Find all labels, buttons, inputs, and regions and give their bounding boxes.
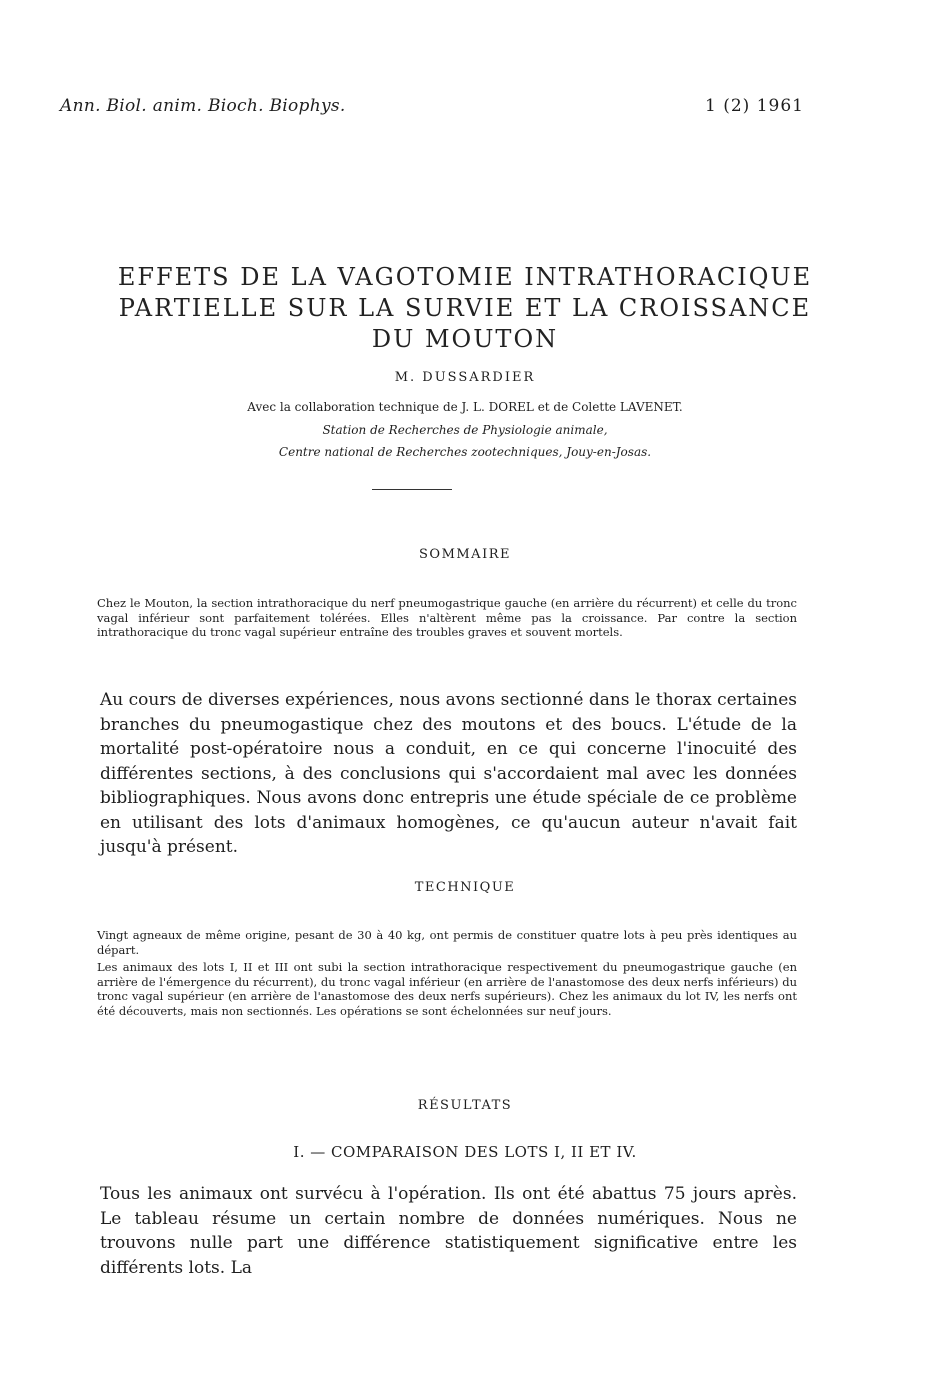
sommaire-heading: SOMMAIRE xyxy=(419,547,511,562)
separator-rule xyxy=(372,489,452,490)
technique-paragraph-1: Vingt agneaux de même origine, pesant de 30 à 40 kg, ont permis de constituer quatre lots à peu près identiques au départ. xyxy=(97,928,797,957)
sommaire-text: Chez le Mouton, la section intrathoracique du nerf pneumogastrique gauche (en arrière du récurrent) et celle du tronc vagal inférieur sont parfaitement tolérées. Elles n'altèrent même pas la croissance. Par contre la section intrathoracique du tronc vagal supérieur entraîne des troubles graves et souvent mortels. xyxy=(97,596,797,639)
resultats-heading: RÉSULTATS xyxy=(417,1098,513,1113)
resultats-subheading: I. — COMPARAISON DES LOTS I, II ET IV. xyxy=(293,1143,637,1161)
affiliation-station: Station de Recherches de Physiologie animale, xyxy=(322,423,608,437)
affiliation-centre: Centre national de Recherches zootechniques, Jouy-en-Josas. xyxy=(278,445,652,459)
journal-name: Ann. Biol. anim. Bioch. Biophys. xyxy=(60,96,346,116)
volume-issue: 1 (2) 1961 xyxy=(705,96,804,116)
article-title: EFFETS DE LA VAGOTOMIE INTRATHORACIQUE PARTIELLE SUR LA SURVIE ET LA CROISSANCE DU MOUTON xyxy=(117,263,813,354)
resultats-paragraph: Tous les animaux ont survécu à l'opération. Ils ont été abattus 75 jours après. Le tableau résume un certain nombre de données numériques. Nous ne trouvons nulle part une différence statistiquement significative entre les différents lots. La xyxy=(100,1184,797,1278)
technique-paragraph-2: Les animaux des lots I, II et III ont subi la section intrathoracique respectivement du pneumogastrique gauche (en arrière de l'émergence du récurrent), du tronc vagal inférieur (en arrière de l'anastomose des deux nerfs inférieurs) du tronc vagal supérieur (en arrière de l'anastomose des deux nerfs supérieurs). Chez les animaux du lot IV, les nerfs ont été découverts, mais non sectionnés. Les opérations se sont échelonnées sur neuf jours. xyxy=(97,960,797,1018)
author: M. DUSSARDIER xyxy=(394,370,536,385)
intro-paragraph: Au cours de diverses expériences, nous avons sectionné dans le thorax certaines branches du pneumogastique chez des moutons et des boucs. L'étude de la mortalité post-opératoire nous a conduit, en ce qui concerne l'inocuité des différentes sections, à des conclusions qui s'accordaient mal avec les données bibliographiques. Nous avons donc entrepris une étude spéciale de ce problème en utilisant des lots d'animaux homogènes, ce qu'aucun auteur n'avait fait jusqu'à présent. xyxy=(100,690,797,857)
collaboration-note: Avec la collaboration technique de J. L. DOREL et de Colette LAVENET. xyxy=(247,400,683,414)
technique-heading: TECHNIQUE xyxy=(414,880,516,895)
